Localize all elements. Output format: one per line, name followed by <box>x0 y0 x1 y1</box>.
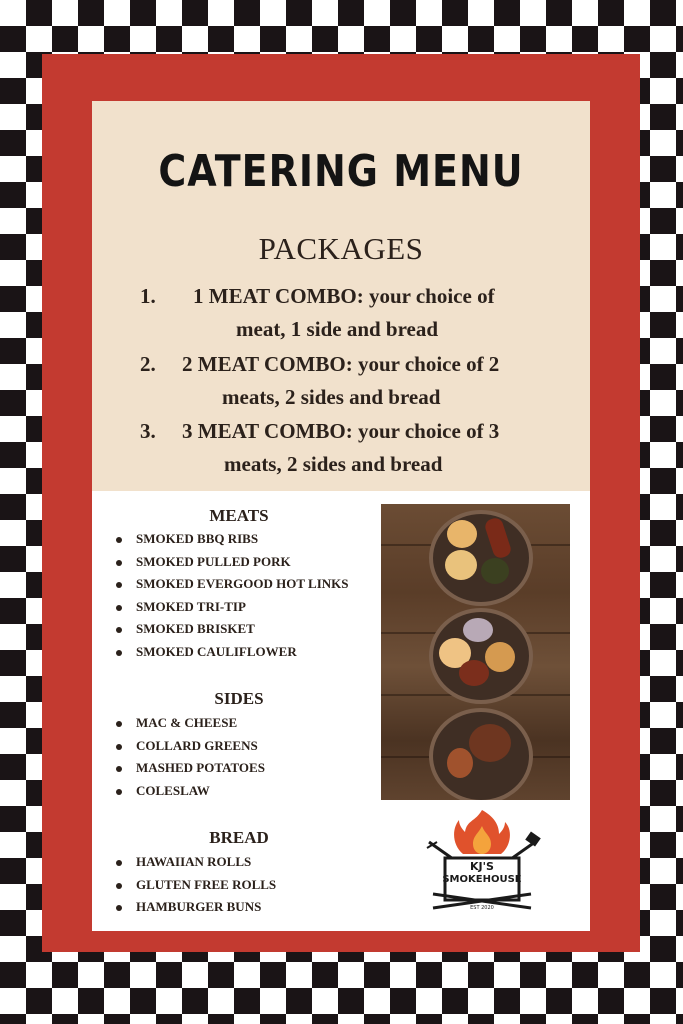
package-text-line: meat, 1 side and bread <box>236 317 439 341</box>
bullet-icon <box>116 721 122 727</box>
plate-icon <box>429 510 533 606</box>
list-item <box>114 551 349 574</box>
list-item-label: GLUTEN FREE ROLLS <box>136 876 277 892</box>
page-title: CATERING MENU <box>158 145 524 197</box>
bullet-icon <box>116 582 122 588</box>
plate-icon <box>429 708 533 800</box>
list-item <box>114 573 349 596</box>
bullet-icon <box>116 883 122 889</box>
list-item-label: SMOKED TRI-TIP <box>136 598 246 614</box>
logo-est: EST 2020 <box>470 905 494 911</box>
meats-list <box>114 528 349 664</box>
menu-card <box>92 101 590 931</box>
package-text-line: 3 MEAT COMBO: your choice of 3 <box>182 419 500 443</box>
bullet-icon <box>116 905 122 911</box>
bread-heading: BREAD <box>209 828 269 847</box>
kjs-smokehouse-logo <box>423 806 541 921</box>
bbq-plates-photo <box>381 504 570 800</box>
package-number: 2. <box>140 352 156 376</box>
bullet-icon <box>116 627 122 633</box>
list-item-label: SMOKED BBQ RIBS <box>136 531 259 546</box>
bullet-icon <box>116 766 122 772</box>
list-item-label: HAWAIIAN ROLLS <box>136 854 252 869</box>
list-item-label: SMOKED BRISKET <box>136 621 255 637</box>
list-item-label: SMOKED EVERGOOD HOT LINKS <box>136 576 349 592</box>
bullet-icon <box>116 789 122 795</box>
list-item-label: COLLARD GREENS <box>136 737 258 753</box>
list-item-label: HAMBURGER BUNS <box>136 899 262 915</box>
list-item <box>114 757 265 780</box>
bullet-icon <box>116 650 122 656</box>
sides-list <box>114 712 265 802</box>
bullet-icon <box>116 860 122 866</box>
packages-panel <box>92 101 590 491</box>
bread-list <box>114 851 276 919</box>
list-item-label: SMOKED CAULIFLOWER <box>136 643 297 659</box>
package-number: 3. <box>140 419 156 443</box>
bullet-icon <box>116 744 122 750</box>
list-item <box>114 618 349 641</box>
logo-name-line2: SMOKEHOUSE <box>442 874 522 885</box>
logo-name-line1: KJ'S <box>470 860 494 873</box>
list-item-label: COLESLAW <box>136 782 210 798</box>
bullet-icon <box>116 560 122 566</box>
package-number: 1. <box>140 284 156 308</box>
meats-heading: MEATS <box>209 506 269 525</box>
plate-icon <box>429 608 533 704</box>
list-item <box>114 528 349 551</box>
package-text-line: 2 MEAT COMBO: your choice of 2 <box>182 352 500 376</box>
list-item-label: MAC & CHEESE <box>136 715 238 730</box>
list-item-label: SMOKED PULLED PORK <box>136 553 291 569</box>
list-item <box>114 641 349 664</box>
list-item <box>114 780 265 803</box>
sides-heading: SIDES <box>214 689 264 708</box>
list-item <box>114 596 349 619</box>
list-item-label: MASHED POTATOES <box>136 760 265 776</box>
bullet-icon <box>116 537 122 543</box>
list-item <box>114 896 276 919</box>
list-item <box>114 874 276 897</box>
bullet-icon <box>116 605 122 611</box>
package-text-line: meats, 2 sides and bread <box>222 385 441 409</box>
list-item <box>114 712 265 735</box>
list-item <box>114 851 276 874</box>
package-text-line: meats, 2 sides and bread <box>224 452 443 476</box>
list-item <box>114 735 265 758</box>
package-text-line: 1 MEAT COMBO: your choice of <box>193 284 495 308</box>
packages-heading: PACKAGES <box>258 231 424 266</box>
